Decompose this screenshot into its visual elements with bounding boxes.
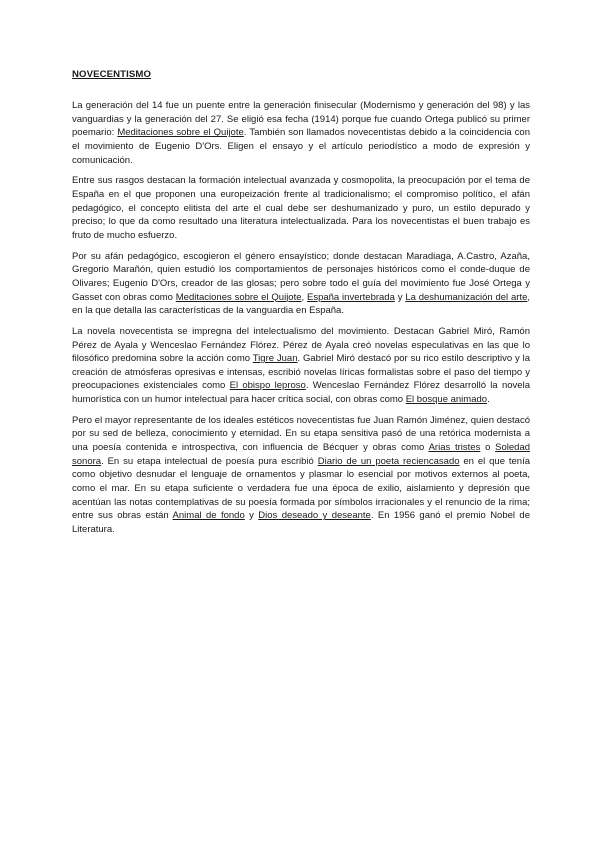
paragraph-3: [72, 250, 530, 318]
work-title: Tigre Juan: [252, 353, 298, 365]
document-title: NOVECENTISMO: [72, 69, 152, 80]
text-run: Por su afán pedagógico, escogieron el género ensayístico; donde destacan Maradiaga, A.Castro, Azaña, Gregorio Marañón, quien estudió los comportamientos de personajes históricos como el conde-duque de Olivares; Eugenio D'Ors, creador de las glosas; pero sobre todo el guía del movimiento fue José Ortega y Gasset con obras como: [72, 250, 530, 303]
text-run: . En 1956 ganó el premio Nobel de Literatura.: [72, 510, 530, 536]
work-title: El bosque animado: [405, 394, 488, 406]
text-run: La novela novecentista se impregna del intelectualismo del movimiento. Destacan Gabriel Miró, Ramón Pérez de Ayala y Wenceslao Fernández Flórez. Pérez de Ayala creó novelas especulativas en las que lo filosófico predomina sobre la acción como: [72, 325, 530, 365]
text-run: y: [394, 291, 406, 303]
work-title: Meditaciones sobre el Quijote: [175, 291, 302, 303]
work-title: Soledad sonora: [72, 442, 531, 467]
text-run: , en la que detalla las características de la vanguardia en España.: [72, 291, 531, 317]
text-run: La generación del 14 fue un puente entre la generación finisecular (Modernismo y generación del 98) y las vanguardias y la generación del 27. Se eligió esa fecha (1914) porque fue cuando Ortega publicó su primer poemario:: [72, 100, 530, 139]
paragraph-5: [72, 414, 530, 537]
text-run: Entre sus rasgos destacan la formación intelectual avanzada y cosmopolita, la preocupación por el tema de España en el que proponen una europeización frente al tradicionalismo; el compromiso político, el afán pedagógico, el concepto elitista del arte el cual debe ser deshumanizado y puro, un estilo depurado y preciso; lo que da como resultado una literatura intelectualizada. Para los novecentistas el buen trabajo es fruto de mucho esfuerzo.: [72, 175, 530, 241]
work-title: Animal de fondo: [172, 510, 245, 522]
text-run: . También son llamados novecentistas debido a la coincidencia con el movimiento de Eugenio D'Ors. Eligen el ensayo y el artículo periodístico a modo de expresión y comunicación.: [72, 127, 531, 166]
work-title: Dios deseado y deseante: [258, 510, 371, 522]
paragraph-4: [72, 325, 530, 407]
work-title: España invertebrada: [307, 291, 395, 303]
paragraph-1: [72, 99, 530, 167]
text-run: ,: [301, 291, 307, 303]
text-run: . Wenceslao Fernández Flórez desarrolló la novela humorística con un humor intelectual para hacer crítica social, con obras como: [72, 380, 530, 406]
work-title: El obispo leproso: [229, 380, 306, 392]
text-run: Pero el mayor representante de los ideales estéticos novecentistas fue Juan Ramón Jiménez, quien destacó por su sed de belleza, conocimiento y eternidad. En su etapa sensitiva pasó de una retórica modernista a una poesía contenida e introspectiva, con influencia de Bécquer y obras como: [72, 414, 530, 454]
text-run: . Gabriel Miró destacó por su rico estilo descriptivo y la creación de atmósferas opresivas e intensas, escribió novelas líricas formalistas sobre el paso del tiempo y preocupaciones existenciales como: [72, 353, 530, 392]
text-run: y: [244, 510, 259, 522]
paragraph-2: [72, 174, 530, 242]
work-title: La deshumanización del arte: [405, 291, 528, 303]
text-run: . En su etapa intelectual de poesía pura escribió: [101, 455, 318, 467]
work-title: Meditaciones sobre el Quijote: [117, 127, 244, 139]
text-run: en el que tenía como objetivo desnudar el lenguaje de ornamentos y plasmar lo esencial por motivos externos al poeta, como el mar. En su etapa suficiente o verdadera fue una época de exilio, aislamiento y depresión que acentúan las notas contemplativas de su poesía formada por símbolos irracionales y el renuncio de la rima; entre sus obras están: [72, 455, 531, 522]
document-body: [72, 99, 530, 537]
text-run: .: [487, 394, 490, 406]
work-title: Diario de un poeta reciencasado: [317, 455, 460, 467]
text-run: o: [480, 442, 496, 454]
work-title: Arias tristes: [428, 442, 481, 454]
